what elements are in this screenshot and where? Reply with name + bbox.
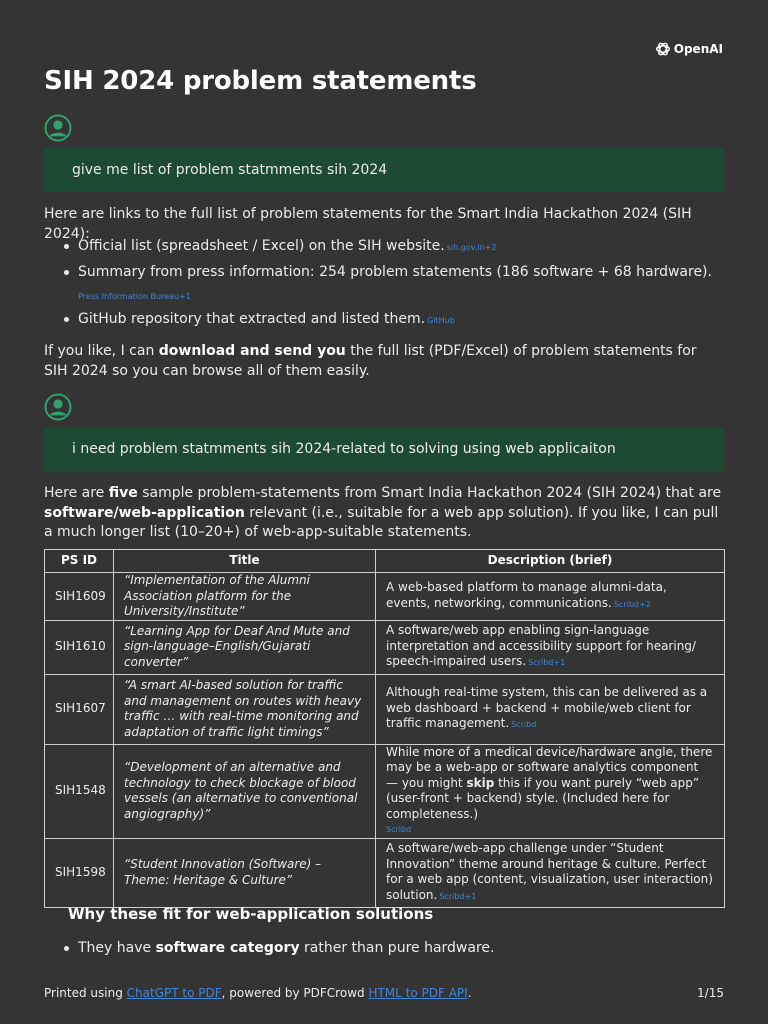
table-row [45, 620, 725, 674]
html-to-pdf-api-link[interactable]: HTML to PDF API [368, 986, 468, 1000]
citation-link[interactable]: Scribd+2 [613, 599, 651, 609]
column-header: Description (brief) [376, 550, 725, 573]
ps-description: A software/web app enabling sign-language interpretation and accessibility support for hearing/ speech-impaired users. Scribd+1 [376, 620, 725, 674]
ps-id: SIH1609 [45, 573, 114, 621]
table-row [45, 674, 725, 744]
table-row [45, 838, 725, 907]
ps-title: “Development of an alternative and technology to check blockage of blood vessels (an alternative to conventional angiography)” [114, 744, 376, 838]
table-row [45, 573, 725, 621]
list-item: Summary from press information: 254 problem statements (186 software + 68 hardware). Press Information Bureau+1 [78, 263, 718, 306]
openai-knot-icon [655, 41, 671, 57]
ps-id: SIH1548 [45, 744, 114, 838]
ps-description: Although real-time system, this can be delivered as a web dashboard + backend + mobile/web client for traffic management. Scribd [376, 674, 725, 744]
ps-description: A software/web-app challenge under “Student Innovation” theme around heritage & culture. Perfect for a web app (content, visualization, user interaction) solution. Scribd+1 [376, 838, 725, 907]
ps-id: SIH1607 [45, 674, 114, 744]
citation-link[interactable]: Press Information Bureau+1 [78, 292, 191, 301]
page-number: 1/15 [697, 986, 724, 1000]
ps-title: “Learning App for Deaf And Mute and sign-language–English/Gujarati converter” [114, 620, 376, 674]
ps-description: A web-based platform to manage alumni-data, events, networking, communications. Scribd+2 [376, 573, 725, 621]
user-message-text: i need problem statmments sih 2024-related to solving using web applicaiton [72, 441, 616, 457]
citation-link[interactable]: Scribd+1 [528, 658, 566, 668]
citation-link[interactable]: Scribd [386, 825, 412, 834]
print-footer: Printed using ChatGPT to PDF, powered by PDFCrowd HTML to PDF API. 1/15 [44, 986, 724, 1000]
assistant-reply-outro: If you like, I can download and send you the full list (PDF/Excel) of problem statements for SIH 2024 so you can browse all of them easily. [44, 343, 697, 379]
section-heading: Why these fit for web-application solutions [68, 905, 434, 923]
problem-statements-table [44, 549, 725, 908]
assistant-reply-intro: Here are five sample problem-statements from Smart India Hackathon 2024 (SIH 2024) that are software/web-application relevant (i.e., suitable for a web app solution). If you like, I can pull a much longer list (10–20+) of web-app-suitable statements. [44, 485, 722, 540]
citation-link[interactable]: GitHub [427, 316, 455, 325]
ps-title: “Implementation of the Alumni Association platform for the University/Institute” [114, 573, 376, 621]
brand-name: OpenAI [673, 42, 723, 56]
column-header: PS ID [45, 550, 114, 573]
user-message-text: give me list of problem statmments sih 2024 [72, 162, 388, 178]
user-message [44, 148, 724, 192]
openai-logo [655, 41, 723, 57]
table-header-row [45, 550, 725, 573]
chatgpt-to-pdf-link[interactable]: ChatGPT to PDF [126, 986, 222, 1000]
user-avatar-icon [44, 393, 72, 421]
ps-id: SIH1610 [45, 620, 114, 674]
citation-link[interactable]: sih.gov.in+2 [446, 243, 497, 252]
ps-title: “A smart AI-based solution for traffic and management on routes with heavy traffic … with real-time monitoring and adaptation of traffic light timings” [114, 674, 376, 744]
page-title: SIH 2024 problem statements [44, 66, 477, 96]
list-item: Official list (spreadsheet / Excel) on the SIH website. sih.gov.in+2 [78, 237, 718, 257]
assistant-reply-intro: Here are links to the full list of problem statements for the Smart India Hackathon 2024 (SIH 2024): [44, 206, 692, 242]
table-row [45, 744, 725, 838]
ps-title: “Student Innovation (Software) – Theme: Heritage & Culture” [114, 838, 376, 907]
list-item: GitHub repository that extracted and listed them. GitHub [78, 310, 718, 330]
citation-link[interactable]: Scribd [511, 720, 537, 730]
ps-description: While more of a medical device/hardware angle, there may be a web-app or software analytics component — you might skip this if you want purely “web app” (user-front + backend) style. (Included here for completeness.) Scribd [376, 744, 725, 838]
user-avatar-icon [44, 114, 72, 142]
ps-id: SIH1598 [45, 838, 114, 907]
column-header: Title [114, 550, 376, 573]
user-message [44, 427, 724, 471]
citation-link[interactable]: Scribd+1 [439, 891, 477, 901]
list-item: They have software category rather than pure hardware. [78, 939, 718, 958]
